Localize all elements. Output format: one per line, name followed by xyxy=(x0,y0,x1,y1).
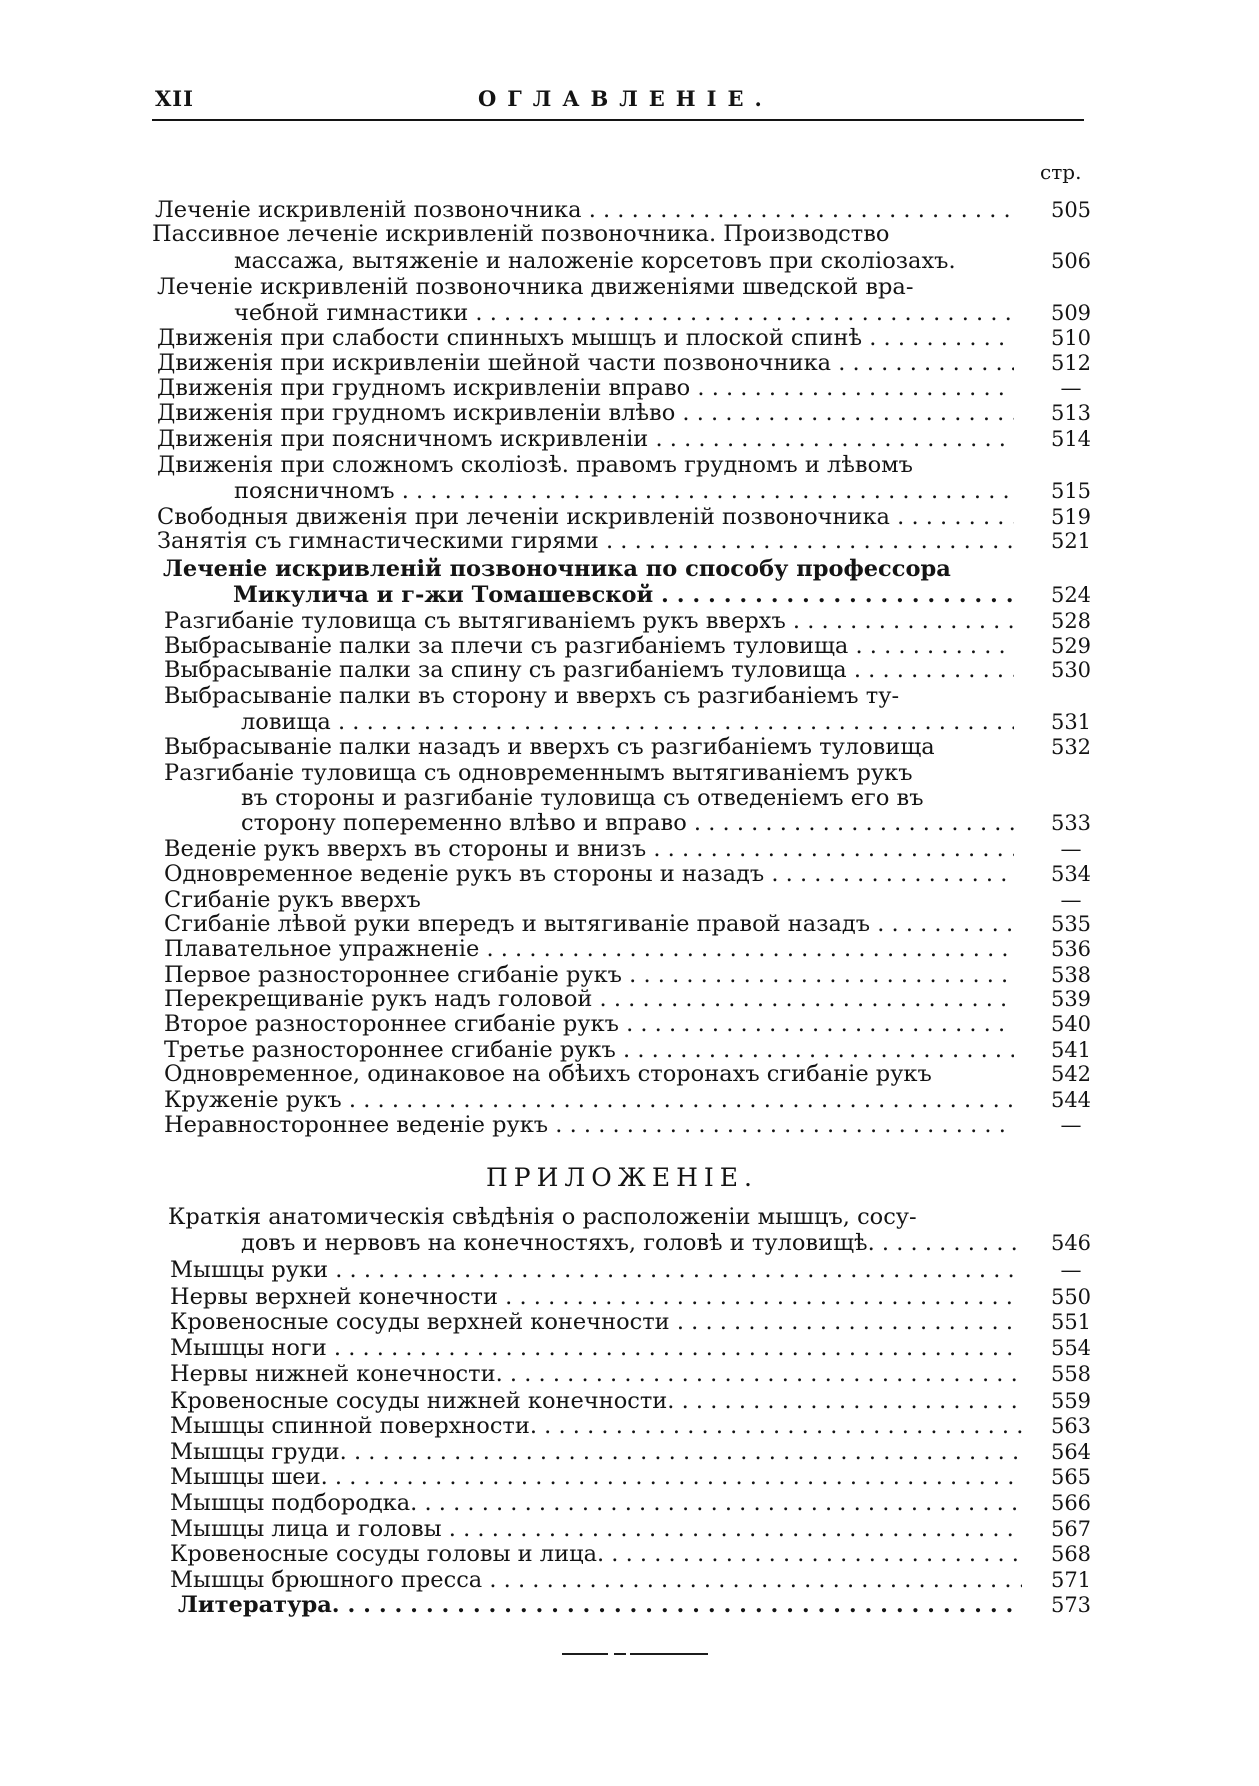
toc-entry xyxy=(157,376,1014,402)
toc-page-number: 554 xyxy=(1050,1336,1092,1360)
toc-entry-title: Сгибаніе рукъ вверхъ xyxy=(164,888,421,913)
toc-page-number: 514 xyxy=(1050,427,1092,451)
toc-entry-title: Кровеносные сосуды нижней конечности. . . . xyxy=(170,1389,1022,1415)
toc-entry xyxy=(170,1465,1022,1491)
header-page-number: XII xyxy=(155,86,194,111)
toc-page-number: 521 xyxy=(1050,529,1092,553)
toc-entry-title: поясничномъ . . . xyxy=(234,479,1014,505)
toc-entry xyxy=(241,811,1014,837)
toc-page-number: 515 xyxy=(1050,479,1092,503)
appendix-heading: ПРИЛОЖЕНІЕ. xyxy=(486,1163,758,1192)
toc-page-number: 535 xyxy=(1050,912,1092,936)
toc-page-number: 530 xyxy=(1050,658,1092,682)
toc-entry-title: Выбрасываніе палки за спину съ разгибаніемъ туловища . . . xyxy=(164,658,1014,684)
toc-entry xyxy=(168,1205,1022,1231)
toc-entry xyxy=(170,1258,1022,1284)
toc-entry xyxy=(170,1310,1022,1336)
toc-entry xyxy=(164,735,1014,761)
toc-entry-title: Свободныя движенія при леченіи искривленій позвоночника . . . xyxy=(157,505,1014,531)
toc-entry xyxy=(164,963,1014,989)
toc-entry xyxy=(234,301,1014,327)
toc-page-number: 544 xyxy=(1050,1088,1092,1112)
header-rule xyxy=(152,119,1084,121)
toc-page-number: 564 xyxy=(1050,1440,1092,1464)
toc-entry xyxy=(157,529,1014,555)
toc-page-number: 541 xyxy=(1050,1038,1092,1062)
toc-entry xyxy=(170,1491,1022,1517)
toc-entry xyxy=(170,1362,1022,1388)
toc-entry-title: Движенія при грудномъ искривленіи вправо . . . xyxy=(157,376,1014,402)
toc-entry-title: Литература. . . . xyxy=(178,1593,1022,1619)
toc-page-number: 566 xyxy=(1050,1491,1092,1515)
toc-entry xyxy=(157,326,1014,352)
toc-entry xyxy=(157,505,1014,531)
toc-entry-title: Плавательное упражненіе . . . xyxy=(164,937,1014,963)
toc-entry xyxy=(170,1285,1022,1311)
toc-entry xyxy=(164,761,1014,787)
toc-page-number: 538 xyxy=(1050,963,1092,987)
toc-page-number: — xyxy=(1060,837,1082,861)
toc-entry xyxy=(164,1012,1014,1038)
toc-entry-title: довъ и нервовъ на конечностяхъ, головѣ и туловищѣ. . . . xyxy=(241,1231,1022,1257)
toc-page-number: 506 xyxy=(1050,249,1092,273)
toc-entry-title: Одновременное, одинаковое на обѣихъ сторонахъ сгибаніе рукъ xyxy=(164,1062,932,1087)
toc-entry xyxy=(164,684,1014,710)
toc-entry-title: Третье разностороннее сгибаніе рукъ . . . xyxy=(164,1038,1014,1064)
toc-entry xyxy=(233,583,1014,609)
toc-page-number: 568 xyxy=(1050,1542,1092,1566)
toc-entry xyxy=(234,249,1014,275)
toc-page-number: — xyxy=(1060,888,1082,912)
toc-entry-title: Неравностороннее веденіе рукъ . . . xyxy=(164,1113,1014,1139)
toc-page-number: — xyxy=(1060,1258,1082,1282)
toc-entry-title: Движенія при искривленіи шейной части позвоночника . . . xyxy=(157,351,1014,377)
toc-entry-title: сторону попеременно влѣво и вправо . . . xyxy=(241,811,1014,837)
toc-entry xyxy=(157,453,1014,479)
toc-entry-title: въ стороны и разгибаніе туловища съ отведеніемъ его въ xyxy=(241,786,924,811)
toc-page-number: 542 xyxy=(1050,1062,1092,1086)
toc-page-number: 509 xyxy=(1050,301,1092,325)
toc-entry-title: Нервы верхней конечности . . . xyxy=(170,1285,1022,1311)
toc-page-number: 528 xyxy=(1050,609,1092,633)
toc-entry xyxy=(170,1389,1022,1415)
toc-entry-title: Мышцы подбородка. . . . xyxy=(170,1491,1022,1517)
toc-entry-title: массажа, вытяженіе и наложеніе корсетовъ при сколіозахъ. xyxy=(234,249,956,274)
toc-entry-title: Второе разностороннее сгибаніе рукъ . . . xyxy=(164,1012,1014,1038)
toc-page-number: 551 xyxy=(1050,1310,1092,1334)
toc-entry xyxy=(170,1440,1022,1466)
toc-entry xyxy=(155,198,1014,224)
toc-page-number: — xyxy=(1060,1113,1082,1137)
toc-page-number: 536 xyxy=(1050,937,1092,961)
header-title: ОГЛАВЛЕНІЕ. xyxy=(478,86,773,111)
toc-entry-title: Мышцы лица и головы . . . xyxy=(170,1517,1022,1543)
toc-entry-title: Разгибаніе туловища съ вытягиваніемъ рукъ вверхъ . . . xyxy=(164,609,1014,635)
toc-entry xyxy=(170,1568,1022,1594)
toc-entry-title: Краткія анатомическія свѣдѣнія о расположеніи мышцъ, сосу- xyxy=(168,1205,917,1230)
toc-page-number: 512 xyxy=(1050,351,1092,375)
toc-page-number: 540 xyxy=(1050,1012,1092,1036)
end-rule-middle xyxy=(614,1653,626,1655)
toc-entry xyxy=(241,710,1014,736)
toc-entry-title: Движенія при поясничномъ искривленіи . . . xyxy=(157,427,1014,453)
toc-entry-title: Движенія при грудномъ искривленіи влѣво . . . xyxy=(157,401,1014,427)
toc-entry xyxy=(164,1088,1014,1114)
toc-entry xyxy=(164,634,1014,660)
toc-entry-title: Мышцы груди. . . . xyxy=(170,1440,1022,1466)
toc-page-number: 529 xyxy=(1050,634,1092,658)
toc-entry-title: Мышцы шеи. . . . xyxy=(170,1465,1022,1491)
toc-entry xyxy=(170,1542,1022,1568)
toc-page-number: — xyxy=(1060,376,1082,400)
toc-entry xyxy=(178,1593,1022,1619)
toc-entry xyxy=(164,1113,1014,1139)
toc-page-number: 571 xyxy=(1050,1568,1092,1592)
end-rule-left xyxy=(562,1653,608,1655)
toc-entry xyxy=(164,987,1014,1013)
toc-page-number: 546 xyxy=(1050,1231,1092,1255)
toc-entry-title: Мышцы спинной поверхности. . . . xyxy=(170,1414,1022,1440)
toc-page-number: 573 xyxy=(1050,1593,1092,1617)
toc-entry-title: Пассивное леченіе искривленій позвоночника. Производство xyxy=(152,222,890,247)
toc-entry-title: Мышцы руки . . . xyxy=(170,1258,1022,1284)
toc-page-number: 565 xyxy=(1050,1465,1092,1489)
toc-entry xyxy=(164,1062,1014,1088)
toc-entry xyxy=(164,658,1014,684)
toc-entry-title: Кровеносные сосуды головы и лица. . . . xyxy=(170,1542,1022,1568)
toc-entry-title: Разгибаніе туловища съ одновременнымъ вытягиваніемъ рукъ xyxy=(164,761,913,786)
toc-entry xyxy=(164,937,1014,963)
toc-page-number: 510 xyxy=(1050,326,1092,350)
toc-page-number: 563 xyxy=(1050,1414,1092,1438)
toc-entry-title: Выбрасываніе палки за плечи съ разгибаніемъ туловища . . . xyxy=(164,634,1014,660)
toc-page-number: 519 xyxy=(1050,505,1092,529)
toc-entry xyxy=(157,427,1014,453)
toc-entry-title: Кровеносные сосуды верхней конечности . . . xyxy=(170,1310,1022,1336)
toc-entry xyxy=(164,609,1014,635)
toc-entry-title: Нервы нижней конечности. . . . xyxy=(170,1362,1022,1388)
toc-page-number: 531 xyxy=(1050,710,1092,734)
toc-entry-title: Мышцы брюшного пресса . . . xyxy=(170,1568,1022,1594)
toc-entry xyxy=(164,837,1014,863)
toc-entry-title: Леченіе искривленій позвоночника движеніями шведской вра- xyxy=(157,275,914,300)
toc-entry-title: Одновременное веденіе рукъ въ стороны и назадъ . . . xyxy=(164,862,1014,888)
toc-entry-title: Выбрасываніе палки назадъ и вверхъ съ разгибаніемъ туловища xyxy=(164,735,935,760)
toc-entry xyxy=(170,1517,1022,1543)
toc-entry-title: ловища . . . xyxy=(241,710,1014,736)
toc-page-number: 559 xyxy=(1050,1389,1092,1413)
toc-entry-title: Движенія при слабости спинныхъ мышцъ и плоской спинѣ . . . xyxy=(157,326,1014,352)
toc-entry xyxy=(170,1414,1022,1440)
toc-page-number: 534 xyxy=(1050,862,1092,886)
toc-entry-title: Микулича и г-жи Томашевской . . . xyxy=(233,583,1014,609)
toc-entry-title: Первое разностороннее сгибаніе рукъ . . . xyxy=(164,963,1014,989)
toc-entry xyxy=(234,479,1014,505)
toc-entry xyxy=(152,222,1014,248)
toc-entry xyxy=(157,351,1014,377)
toc-entry-title: Перекрещиваніе рукъ надъ головой . . . xyxy=(164,987,1014,1013)
toc-entry xyxy=(164,1038,1014,1064)
toc-page-number: 550 xyxy=(1050,1285,1092,1309)
toc-entry xyxy=(170,1336,1022,1362)
toc-entry xyxy=(164,888,1014,914)
page-column-header: стр. xyxy=(1040,160,1082,184)
toc-page-number: 505 xyxy=(1050,198,1092,222)
toc-page-number: 513 xyxy=(1050,401,1092,425)
toc-entry-title: Занятія съ гимнастическими гирями . . . xyxy=(157,529,1014,555)
toc-page-number: 558 xyxy=(1050,1362,1092,1386)
toc-entry-title: Выбрасываніе палки въ сторону и вверхъ съ разгибаніемъ ту- xyxy=(164,684,900,709)
toc-page-number: 524 xyxy=(1050,583,1092,607)
toc-entry xyxy=(241,1231,1022,1257)
toc-entry xyxy=(241,786,1014,812)
toc-page-number: 532 xyxy=(1050,735,1092,759)
toc-entry-title: Сгибаніе лѣвой руки впередъ и вытягиваніе правой назадъ . . . xyxy=(164,912,1014,938)
toc-entry xyxy=(157,275,1014,301)
toc-entry-title: Мышцы ноги . . . xyxy=(170,1336,1022,1362)
toc-entry-title: Леченіе искривленій позвоночника . . . xyxy=(155,198,1014,224)
end-rule-right xyxy=(630,1653,708,1655)
toc-entry xyxy=(164,912,1014,938)
toc-entry xyxy=(157,401,1014,427)
toc-entry xyxy=(163,557,1014,583)
toc-page-number: 539 xyxy=(1050,987,1092,1011)
toc-entry-title: Веденіе рукъ вверхъ въ стороны и внизъ . . . xyxy=(164,837,1014,863)
toc-entry-title: Движенія при сложномъ сколіозѣ. правомъ грудномъ и лѣвомъ xyxy=(157,453,913,478)
toc-entry xyxy=(164,862,1014,888)
toc-entry-title: чебной гимнастики . . . xyxy=(234,301,1014,327)
toc-entry-title: Круженіе рукъ . . . xyxy=(164,1088,1014,1114)
toc-entry-title: Леченіе искривленій позвоночника по способу профессора xyxy=(163,557,951,582)
toc-page-number: 567 xyxy=(1050,1517,1092,1541)
toc-page-number: 533 xyxy=(1050,811,1092,835)
